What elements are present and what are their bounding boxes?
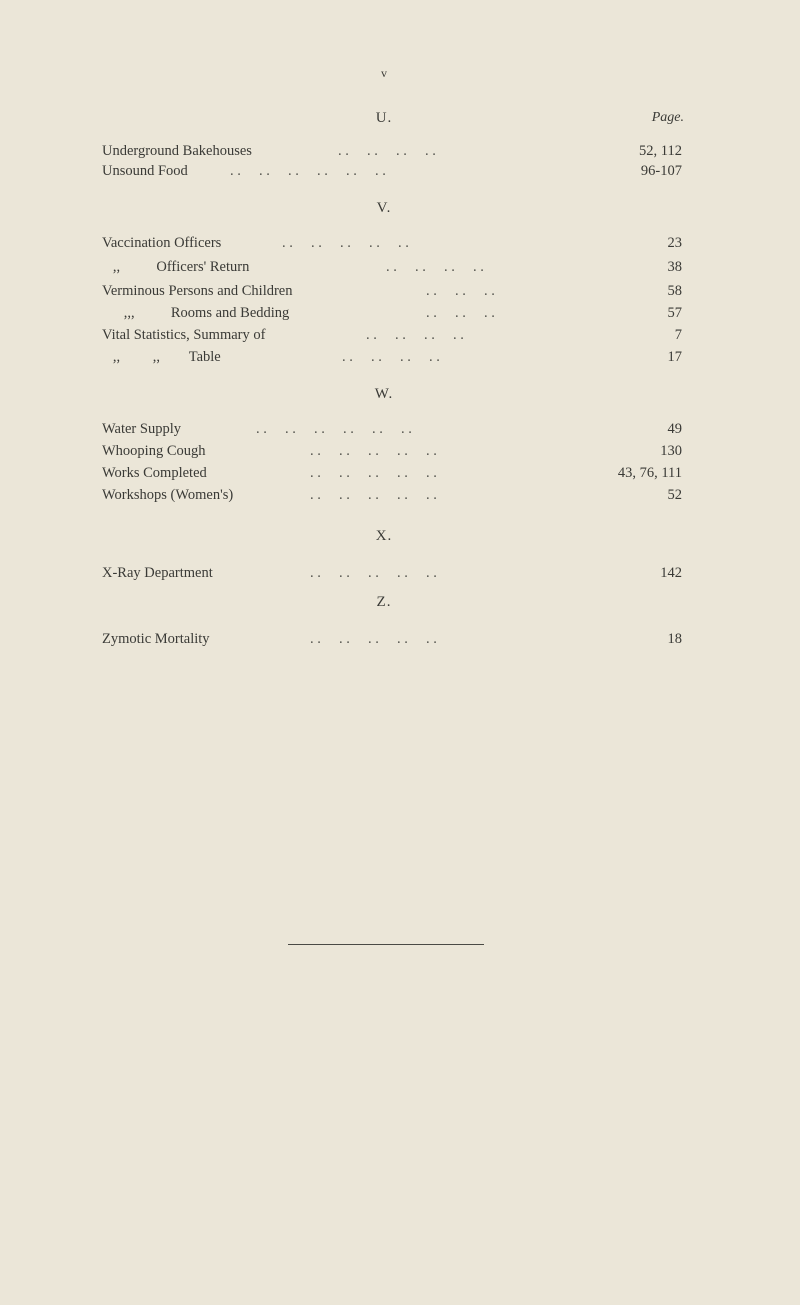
entry-pages: 52: [667, 487, 682, 503]
index-entry: [102, 256, 682, 278]
index-entry: [102, 484, 682, 506]
entry-label: Unsound Food: [102, 163, 188, 179]
entry-label: Zymotic Mortality: [102, 631, 210, 647]
section-letter-v: V.: [376, 200, 392, 216]
leader-dots: . . . . . . . . . .: [282, 235, 409, 251]
entry-label: ,, Officers' Return: [102, 259, 250, 275]
index-entry: [102, 302, 682, 324]
leader-dots: . . . . . . . .: [342, 349, 440, 365]
entry-label: ,, ,, Table: [102, 349, 221, 365]
entry-pages: 7: [674, 327, 682, 343]
leader-dots: . . . . . .: [426, 283, 495, 299]
entry-pages: 17: [667, 349, 682, 365]
leader-dots: . . . . . . . . . .: [310, 465, 437, 481]
leader-dots: . . . . . .: [426, 305, 495, 321]
entry-label: ,,, Rooms and Bedding: [102, 305, 290, 321]
section-letter-w: W.: [374, 386, 394, 402]
entry-label: Underground Bakehouses: [102, 143, 252, 159]
leader-dots: . . . . . . . .: [338, 143, 436, 159]
entry-label: Works Completed: [102, 465, 207, 481]
entry-pages: 18: [667, 631, 682, 647]
entry-pages: 130: [660, 443, 682, 459]
index-entry: [102, 280, 682, 302]
entry-pages: 52, 112: [639, 143, 682, 159]
leader-dots: . . . . . . . . . .: [310, 565, 437, 581]
leader-dots: . . . . . . . . . .: [310, 443, 437, 459]
entry-label: Verminous Persons and Children: [102, 283, 293, 299]
index-entry: [102, 346, 682, 368]
entry-pages: 43, 76, 111: [617, 465, 682, 481]
entry-label: Workshops (Women's): [102, 487, 234, 503]
leader-dots: . . . . . . . . . . . .: [256, 421, 412, 437]
index-entry: [102, 160, 682, 182]
entry-label: Vaccination Officers: [102, 235, 222, 251]
leader-dots: . . . . . . . . . . . .: [230, 163, 386, 179]
entry-label: Water Supply: [102, 421, 181, 437]
index-entry: [102, 324, 682, 346]
entry-label: X-Ray Department: [102, 565, 213, 581]
section-letter-z: Z.: [376, 594, 392, 610]
index-entry: [102, 232, 682, 254]
section-letter-u: U.: [375, 110, 393, 126]
section-letter-x: X.: [375, 528, 393, 544]
leader-dots: . . . . . . . . . .: [310, 487, 437, 503]
index-entry: [102, 628, 682, 650]
index-entry: [102, 140, 682, 162]
entry-pages: 23: [667, 235, 682, 251]
index-entry: [102, 440, 682, 462]
leader-dots: . . . . . . . . . .: [310, 631, 437, 647]
page-column-label: Page.: [651, 110, 684, 125]
entry-label: Vital Statistics, Summary of: [102, 327, 266, 343]
leader-dots: . . . . . . . .: [386, 259, 484, 275]
index-entry: [102, 462, 682, 484]
entry-pages: 142: [660, 565, 682, 581]
entry-pages: 58: [667, 283, 682, 299]
index-entry: [102, 418, 682, 440]
closing-rule: [288, 944, 484, 945]
entry-label: Whooping Cough: [102, 443, 206, 459]
entry-pages: 57: [667, 305, 682, 321]
index-entry: [102, 562, 682, 584]
page-number: v: [381, 66, 387, 80]
leader-dots: . . . . . . . .: [366, 327, 464, 343]
entry-pages: 38: [667, 259, 682, 275]
entry-pages: 96-107: [640, 163, 682, 179]
entry-pages: 49: [667, 421, 682, 437]
